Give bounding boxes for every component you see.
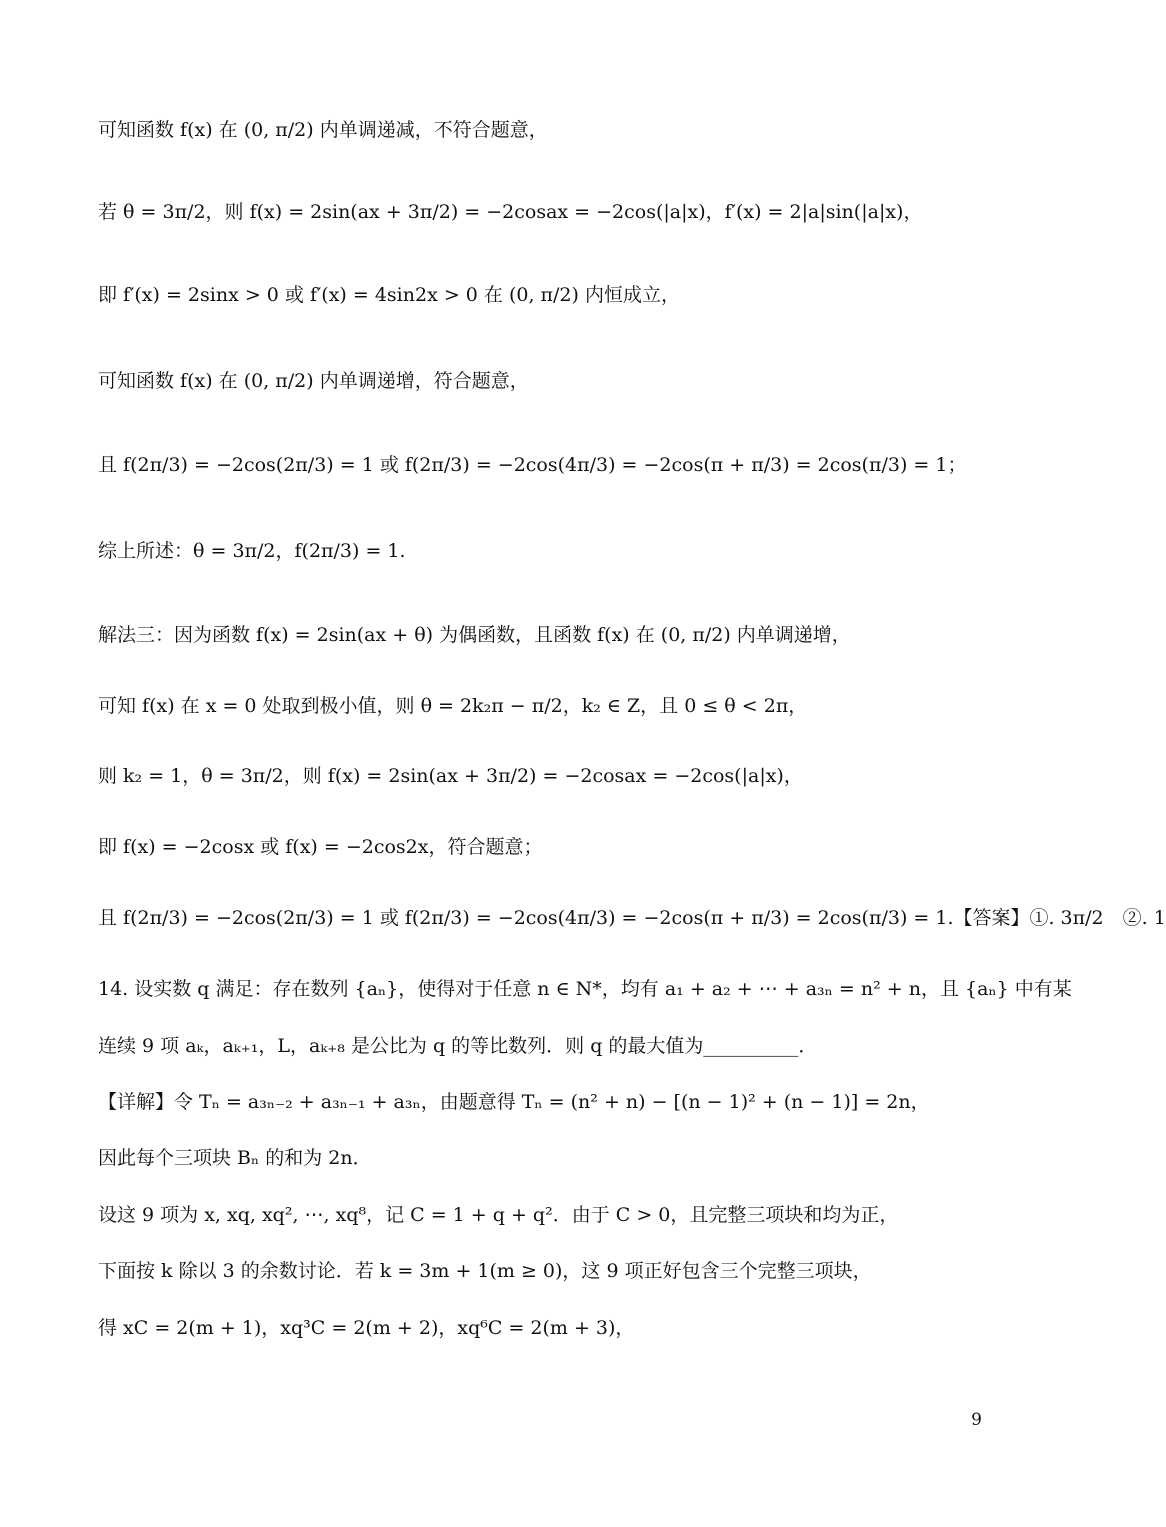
solution-line: 下面按 k 除以 3 的余数讨论．若 k = 3m + 1(m ≥ 0)，这 9 项正好包含三个完整三项块， [98, 1260, 872, 1282]
page-number: 9 [971, 1410, 982, 1430]
text-line: 可知函数 f(x) 在 (0, π/2) 内单调递增，符合题意， [98, 370, 529, 392]
question-line: 连续 9 项 aₖ，aₖ₊₁，L，aₖ₊₈ 是公比为 q 的等比数列．则 q 的最大值为__________． [98, 1035, 818, 1057]
solution-line: 得 xC = 2(m + 1)，xq³C = 2(m + 2)，xq⁶C = 2(m + 3)， [98, 1317, 635, 1339]
question-line: 14. 设实数 q 满足：存在数列 {aₙ}，使得对于任意 n ∈ N*，均有 a₁ + a₂ + ⋯ + a₃ₙ = n² + n，且 {aₙ} 中有某 [98, 978, 1072, 1000]
text-line: 若 θ = 3π/2，则 f(x) = 2sin(ax + 3π/2) = −2cosax = −2cos(|a|x)，f′(x) = 2|a|sin(|a|x)， [98, 201, 923, 223]
text-line: 则 k₂ = 1，θ = 3π/2，则 f(x) = 2sin(ax + 3π/2) = −2cosax = −2cos(|a|x)， [98, 765, 803, 787]
text-line: 且 f(2π/3) = −2cos(2π/3) = 1 或 f(2π/3) = −2cos(4π/3) = −2cos(π + π/3) = 2cos(π/3) = 1.【答案】①. 3π/2 ②. 1 [98, 907, 1166, 929]
text-line: 解法三：因为函数 f(x) = 2sin(ax + θ) 为偶函数，且函数 f(x) 在 (0, π/2) 内单调递增， [98, 624, 851, 646]
text-line: 综上所述：θ = 3π/2，f(2π/3) = 1. [98, 540, 406, 562]
text-line: 可知 f(x) 在 x = 0 处取到极小值，则 θ = 2k₂π − π/2，k₂ ∈ Z，且 0 ≤ θ < 2π， [98, 695, 808, 717]
text-line: 可知函数 f(x) 在 (0, π/2) 内单调递减，不符合题意， [98, 119, 548, 141]
solution-line: 因此每个三项块 Bₙ 的和为 2n． [98, 1147, 372, 1169]
text-line: 即 f(x) = −2cosx 或 f(x) = −2cos2x，符合题意； [98, 836, 543, 858]
text-line: 且 f(2π/3) = −2cos(2π/3) = 1 或 f(2π/3) = −2cos(4π/3) = −2cos(π + π/3) = 2cos(π/3) = 1； [98, 454, 967, 476]
solution-line: 设这 9 项为 x, xq, xq², ⋯, xq⁸，记 C = 1 + q + q²．由于 C > 0，且完整三项块和均为正， [98, 1204, 899, 1226]
solution-line: 【详解】令 Tₙ = a₃ₙ₋₂ + a₃ₙ₋₁ + a₃ₙ，由题意得 Tₙ = (n² + n) − [(n − 1)² + (n − 1)] = 2n， [98, 1091, 930, 1113]
text-line: 即 f′(x) = 2sinx > 0 或 f′(x) = 4sin2x > 0 在 (0, π/2) 内恒成立， [98, 284, 680, 306]
